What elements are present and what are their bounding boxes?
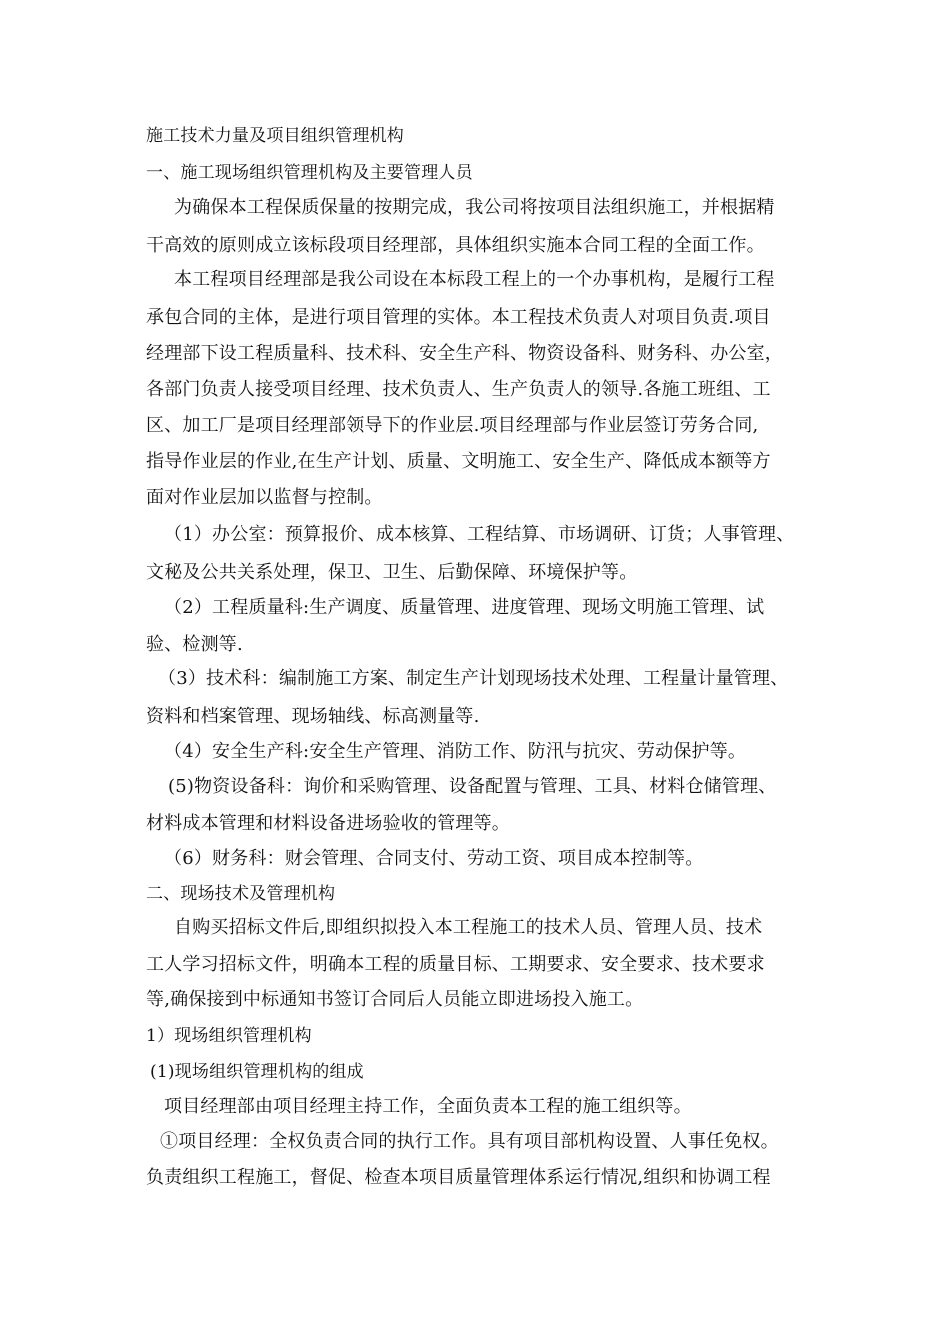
section-2-heading: 二、现场技术及管理机构	[146, 884, 336, 904]
paragraph-2-line-5: 区、加工厂是项目经理部领导下的作业层.项目经理部与作业层签订劳务合同,	[146, 415, 759, 436]
paragraph-2-line-7: 面对作业层加以监督与控制。	[146, 487, 383, 508]
paragraph-3-line-1: 自购买招标文件后,即组织拟投入本工程施工的技术人员、管理人员、技术	[174, 917, 763, 938]
paragraph-5-line-1: ①项目经理：全权负责合同的执行工作。具有项目部机构设置、人事任免权。	[160, 1131, 779, 1152]
item-5-line-1: (5)物资设备科：询价和采购管理、设备配置与管理、工具、材料仓储管理、	[168, 776, 777, 797]
paragraph-5-line-2: 负责组织工程施工，督促、检查本项目质量管理体系运行情况,组织和协调工程	[146, 1167, 771, 1188]
item-5-line-2: 材料成本管理和材料设备进场验收的管理等。	[146, 813, 510, 834]
document-title: 施工技术力量及项目组织管理机构	[146, 126, 404, 146]
item-6: （6）财务科：财会管理、合同支付、劳动工资、项目成本控制等。	[164, 848, 704, 869]
item-3-line-2: 资料和档案管理、现场轴线、标高测量等.	[146, 706, 480, 727]
paragraph-2-line-6: 指导作业层的作业,在生产计划、质量、文明施工、安全生产、降低成本额等方	[146, 451, 771, 472]
subsection-1-heading: 1）现场组织管理机构	[146, 1026, 312, 1046]
paragraph-2-line-3: 经理部下设工程质量科、技术科、安全生产科、物资设备科、财务科、办公室，	[146, 343, 783, 364]
item-1-line-2: 文秘及公共关系处理，保卫、卫生、后勤保障、环境保护等。	[146, 562, 638, 583]
paragraph-2-line-1: 本工程项目经理部是我公司设在本标段工程上的一个办事机构，是履行工程	[174, 269, 775, 290]
item-2-line-2: 验、检测等.	[146, 634, 243, 655]
item-4: （4）安全生产科:安全生产管理、消防工作、防汛与抗灾、劳动保护等。	[164, 741, 747, 762]
paragraph-2-line-4: 各部门负责人接受项目经理、技术负责人、生产负责人的领导.各施工班组、工	[146, 379, 771, 400]
item-2-line-1: （2）工程质量科:生产调度、质量管理、进度管理、现场文明施工管理、试	[164, 597, 765, 618]
paragraph-2-line-2: 承包合同的主体，是进行项目管理的实体。本工程技术负责人对项目负责.项目	[146, 307, 771, 328]
item-3-line-1: （3）技术科：编制施工方案、制定生产计划现场技术处理、工程量计量管理、	[158, 668, 789, 689]
item-1-line-1: （1）办公室：预算报价、成本核算、工程结算、市场调研、订货；人事管理、	[164, 524, 795, 545]
paragraph-1-line-1: 为确保本工程保质保量的按期完成，我公司将按项目法组织施工，并根据精	[174, 197, 775, 218]
subsection-1-1-heading: (1)现场组织管理机构的组成	[150, 1062, 364, 1082]
paragraph-1-line-2: 干高效的原则成立该标段项目经理部，具体组织实施本合同工程的全面工作。	[146, 235, 765, 256]
paragraph-4: 项目经理部由项目经理主持工作，全面负责本工程的施工组织等。	[164, 1096, 692, 1117]
section-1-heading: 一、施工现场组织管理机构及主要管理人员	[146, 163, 473, 183]
paragraph-3-line-2: 工人学习招标文件，明确本工程的质量目标、工期要求、安全要求、技术要求	[146, 954, 765, 975]
paragraph-3-line-3: 等,确保接到中标通知书签订合同后人员能立即进场投入施工。	[146, 989, 644, 1010]
